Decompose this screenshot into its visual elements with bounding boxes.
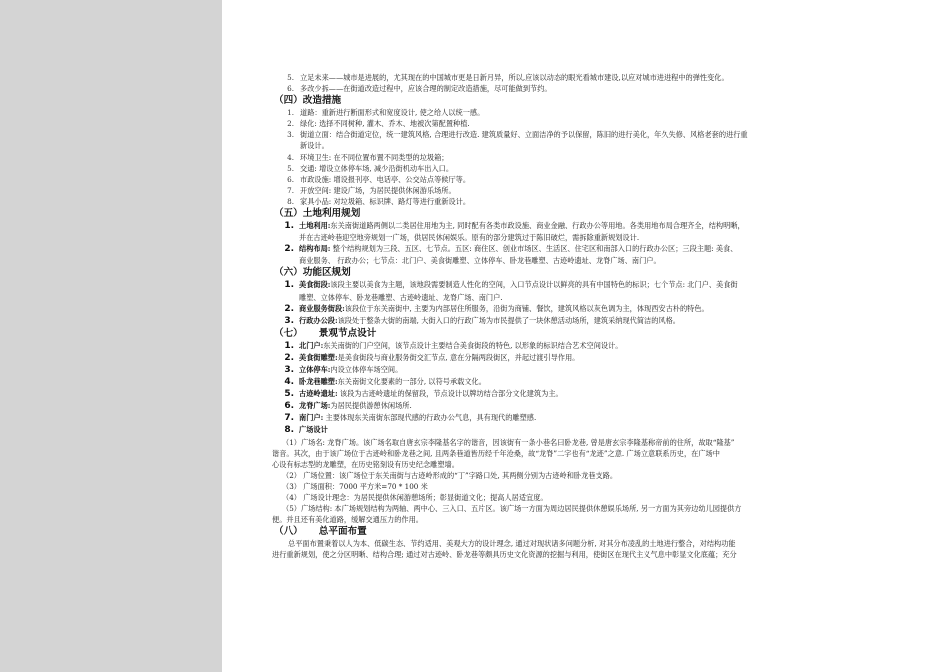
measure-item: 7. 开放空间: 建设广场，为居民提供休闲游乐场所。 <box>287 185 456 195</box>
section-heading-6: （六）功能区规划 <box>274 267 351 279</box>
layout-paragraph: 进行重新规划，使之分区明晰、结构合理; 通过对古迹岭、卧龙巷等颇具历史文化资源的挖掘与利用，使街区在现代主义气息中彰显文化底蕴；充分 <box>272 550 737 560</box>
plaza-paragraph: （4） 广场设计理念：为居民提供休闲游憩场所；彰显街道文化；提高人居适宜度。 <box>282 493 548 502</box>
plaza-paragraph: （5）广场结构: 本广场规划结构为两轴、两中心、三入口、五片区。该广场一方面为周边居民提供休憩娱乐场所, 另一方面为其旁边幼儿园提供方 <box>282 504 742 514</box>
landscape-node-item: 7. 南门户: 主要体现东关南街东部现代感的行政办公气息，具有现代的雕塑感. <box>284 413 537 424</box>
section-heading-5: （五）土地利用规划 <box>274 208 361 220</box>
measure-item: 5. 交通: 增设立体停车场, 减少沿街机动车出入口。 <box>287 163 454 173</box>
section-heading-4: （四）改造措施 <box>274 95 342 107</box>
plaza-paragraph: 便。并且还有美化道路，缓解交通压力的作用。 <box>272 515 423 525</box>
function-zone-item: 3. 行政办公段:该段处于整条大街的南端, 大街入口的行政广场为市民提供了一块休憩活动场所，建筑采纳现代简洁的风格。 <box>284 315 680 326</box>
document-page <box>222 0 950 672</box>
structure-item-continued: 商业服务、 行政办公；七节点：北门户、美食街雕塑、立体停车、卧龙巷雕塑、古迹岭遗址、龙脊广场、南门户。 <box>299 256 661 266</box>
landscape-node-item: 6. 龙脊广场:为居民提供游憩休闲场所. <box>284 401 412 412</box>
plaza-paragraph: 心设有标志型的龙雕塑，在历史铭刻设有历史纪念雕塑墙。 <box>272 459 459 469</box>
measure-item: 1. 道路：重新进行断面形式和宽度设计, 使之给人以统一感。 <box>287 108 485 118</box>
document-body <box>272 72 892 560</box>
measure-item: 6. 市政设施: 增设报刊亭、电话亭、公交站点等候厅等。 <box>287 174 471 184</box>
principle-6: 6. 多改少拆——在街道改造过程中，应该合理的制定改造措施，尽可能做到节约。 <box>287 84 552 94</box>
measure-item-continued: 新设计。 <box>300 141 329 151</box>
structure-item: 2. 结构布局: 整个结构规划为三段、五区、七节点。五区: 商住区、创业市场区、生活区、住宅区和南部入口的行政办公区；三段主题: 美食、 <box>284 244 738 255</box>
principle-5: 5. 立足未来——城市是进展的，尤其现在的中国城市更是日新月异，所以,应该以动态的眼光看城市建设,以应对城市进进程中的弹性变化。 <box>287 73 729 82</box>
landscape-node-item: 3. 立体停车:内设立体停车场空间。 <box>284 364 403 375</box>
landscape-node-item: 5. 古迹岭遗址: 该段为古迹岭遗址的保留段，节点设计以牌坊结合部分文化建筑为主。 <box>284 389 563 400</box>
measure-item: 2. 绿化: 选择不同树种, 灌木、乔木、地被次第配置种植. <box>287 119 470 129</box>
plaza-paragraph: （2） 广场位置：该广场位于东关南街与古迹岭形成的“丁”字路口处, 其两侧分别为古迹岭和卧龙巷支路。 <box>282 470 618 480</box>
measure-item: 8. 家具小品: 对垃圾箱、标识牌、路灯等进行重新设计。 <box>287 196 471 206</box>
landscape-node-item: 8. 广场设计 <box>284 425 328 436</box>
landscape-node-item: 4. 卧龙巷雕塑:东关南街文化要素的一部分, 以符号承载文化。 <box>284 377 486 388</box>
landscape-node-item: 1. 北门户:东关南街的门户空间，该节点设计主要结合美食街段的特色, 以形象的标识结合艺术空间设计。 <box>284 340 623 351</box>
function-zone-item: 2. 商业服务街段:该段位于东关南街中, 主要为内部居住所服务，沿街为商铺、餐饮，建筑风格以灰色调为主，体现西安古朴的特色。 <box>284 303 709 314</box>
function-zone-item: 1. 美食街段:该段主要以美食为主题，该地段需要制造人性化的空间，入口节点设计以鲜亮的具有中国特色的标识；七个节点: 北门户、美食街 <box>284 280 738 291</box>
section-heading-7: （七） 景观节点设计 <box>274 327 377 339</box>
measure-item: 3. 街道立面：结合街道定位，统一建筑风格, 合理进行改造. 建筑质量好、立面洁净的予以保留，陈旧的进行美化，年久失修、风格老套的进行重 <box>287 130 748 140</box>
land-use-item-continued: 并在古迹岭巷迎空地旁规划一广场，供居民休闲娱乐。原有的部分建筑过于陈旧破烂，需拆除重新规划设计. <box>299 233 640 243</box>
section-heading-8: （八） 总平面布置 <box>274 526 367 538</box>
plaza-paragraph: 谐音。其次，由于该广场位于古迹岭和卧龙巷之间, 且两条巷道皆历经千年沧桑，故“龙脊”二字也有“龙迹”之意. 广场立意联系历史，在广场中 <box>272 448 720 458</box>
land-use-item: 1. 土地利用:东关南街道路两侧以二类居住用地为主, 同时配有各类市政设施、商业金融、行政办公等用地。各类用地布局合理齐全，结构明晰， <box>284 221 745 232</box>
function-zone-item-continued: 雕塑、立体停车、卧龙巷雕塑、古迹岭遗址、龙脊广场、南门户. <box>299 292 503 302</box>
plaza-paragraph: （1）广场名: 龙脊广场。该广场名取自唐玄宗李隆基名字的谐音，因该街有一条小巷名曰卧龙巷, 曾是唐玄宗李隆基称帝前的住所，故取“隆基” <box>282 437 735 447</box>
layout-paragraph: 总平面布置秉着以人为本、低碳生态、节约适用、美观大方的设计理念, 通过对现状诸多问题分析, 对其分布凌乱的土地进行整合，对结构功能 <box>288 539 736 549</box>
measure-item: 4. 环境卫生: 在不同位置布置不同类型的垃圾箱； <box>287 152 449 162</box>
plaza-paragraph: （3） 广场面积：7000 平方米=70 * 100 米 <box>282 481 428 491</box>
landscape-node-item: 2. 美食街雕塑:是美食街段与商业服务街交汇节点, 意在分隔两段街区，并起过渡引导作用。 <box>284 352 580 363</box>
left-panel <box>0 0 222 672</box>
